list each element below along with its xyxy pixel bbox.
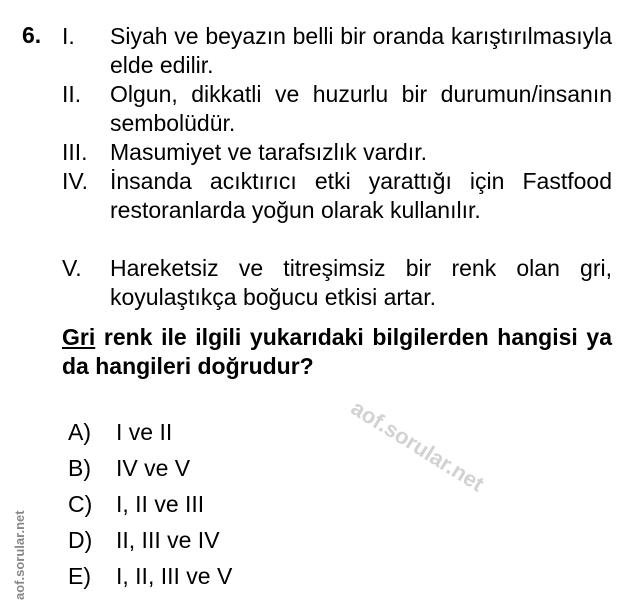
statement-2 [62,80,612,138]
statement-roman: IV. [62,168,89,194]
statement-3 [62,138,612,167]
option-letter: D) [68,527,93,553]
option-a[interactable] [68,419,172,446]
statement-text: Hareketsiz ve titreşimsiz bir renk olan gri, koyulaştıkça boğucu etkisi artar. [110,255,612,310]
option-letter: A) [68,419,91,445]
statement-5 [62,254,612,312]
statement-text: Masumiyet ve tarafsızlık vardır. [110,139,427,165]
option-letter: B) [68,455,91,481]
statement-roman: V. [62,255,82,281]
option-text: I, II, III ve V [116,563,233,589]
option-c[interactable] [68,491,204,518]
statement-text: Siyah ve beyazın belli bir oranda karıştırılmasıyla elde edilir. [110,23,612,78]
statement-text: Olgun, dikkatli ve huzurlu bir durumun/insanın sembolüdür. [110,81,612,136]
statement-text: İnsanda acıktırıcı etki yarattığı için Fastfood restoranlarda yoğun olarak kullanılır. [110,168,612,223]
option-text: I, II ve III [116,491,205,517]
question-text: renk ile ilgili yukarıdaki bilgilerden hangisi ya da hangileri doğrudur? [62,324,612,379]
option-d[interactable] [68,527,220,554]
statement-1 [62,22,612,80]
watermark-diagonal: aof.sorular.net [346,395,489,497]
question-stem [62,323,612,381]
option-text: I ve II [116,419,173,445]
statement-roman: II. [62,81,82,107]
option-b[interactable] [68,455,190,482]
statement-roman: I. [62,23,75,49]
option-letter: E) [68,563,91,589]
option-text: IV ve V [116,455,191,481]
option-e[interactable] [68,563,232,590]
watermark-vertical: aof.sorular.net [12,510,27,600]
option-text: II, III ve IV [116,527,220,553]
option-letter: C) [68,491,93,517]
statement-4 [62,167,612,225]
statement-roman: III. [62,139,88,165]
question-underlined: Gri [62,324,96,350]
question-number: 6. [22,22,42,48]
